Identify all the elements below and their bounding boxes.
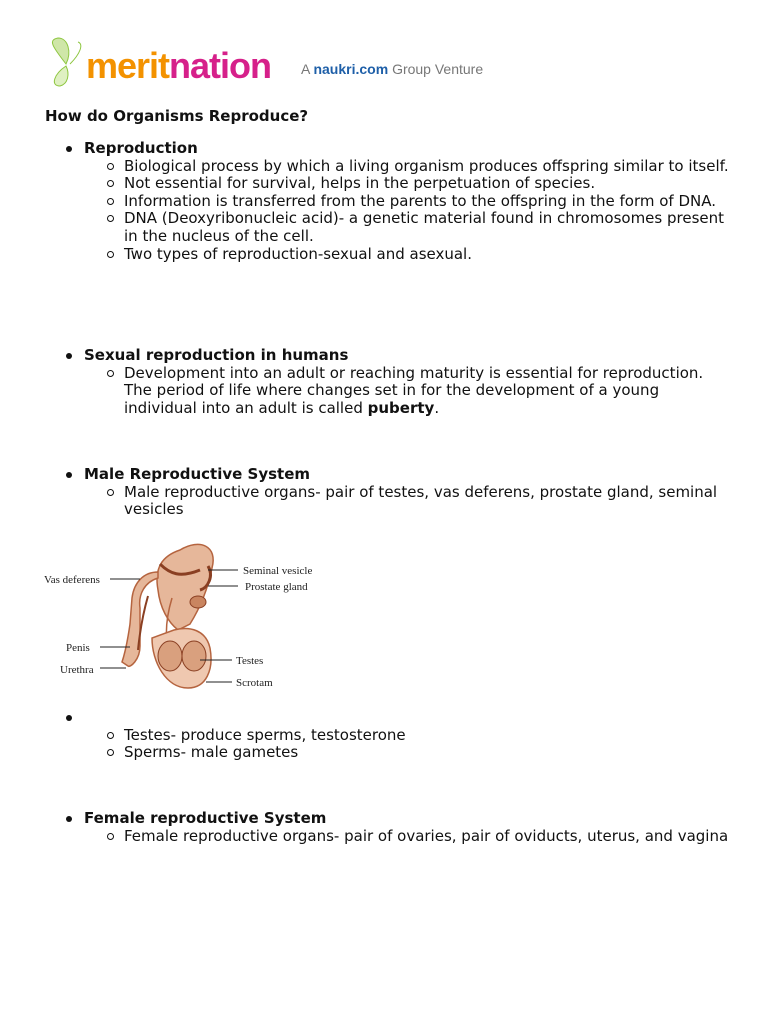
male-reproductive-diagram [40,538,330,698]
list-item: Not essential for survival, helps in the perpetuation of species. [124,175,734,193]
label-prostate-gland: Prostate gland [245,581,308,593]
section-heading [64,709,734,727]
puberty-term: puberty [367,398,435,417]
butterfly-icon [46,34,86,94]
section-sexual-reproduction [64,347,734,417]
bullet-icon [66,816,72,822]
label-vas-deferens: Vas deferens [44,574,100,586]
circle-bullet-icon [107,489,114,496]
list-item: Two types of reproduction-sexual and asexual. [124,246,734,264]
meritnation-logo [46,34,506,94]
bullet-icon [66,146,72,152]
label-seminal-vesicle: Seminal vesicle [243,565,313,577]
bullet-icon [66,353,72,359]
list-item: Female reproductive organs- pair of ovaries, pair of oviducts, uterus, and vagina [124,828,734,846]
list-item: Development into an adult or reaching maturity is essential for reproduction. The period of life where changes set in for the development of a young individual into an adult is called puberty. [124,365,734,418]
section-heading: Reproduction [64,140,734,158]
section-heading: Female reproductive System [64,810,734,828]
list-item: Testes- produce sperms, testosterone [124,727,734,745]
circle-bullet-icon [107,749,114,756]
list-item: Biological process by which a living organism produces offspring similar to itself. [124,158,734,176]
logo-wordmark: meritnation [86,45,272,86]
sub-list [64,158,734,264]
bullet-icon [66,715,72,721]
diagram-illustration [40,538,330,698]
circle-bullet-icon [107,198,114,205]
label-penis: Penis [66,642,90,654]
circle-bullet-icon [107,833,114,840]
list-item: Information is transferred from the parents to the offspring in the form of DNA. [124,193,734,211]
label-testes: Testes [236,655,264,667]
list-item: Sperms- male gametes [124,744,734,762]
circle-bullet-icon [107,180,114,187]
sub-list [64,828,734,846]
circle-bullet-icon [107,163,114,170]
logo-tagline: A naukri.com Group Venture [301,61,484,77]
sub-list [64,727,734,762]
circle-bullet-icon [107,732,114,739]
label-scrotum: Scrotam [236,677,273,689]
list-item: Male reproductive organs- pair of testes, vas deferens, prostate gland, seminal vesicles [124,484,734,519]
section-reproduction [64,140,734,263]
sub-list [64,484,734,519]
circle-bullet-icon [107,370,114,377]
sub-list [64,365,734,418]
section-heading: Sexual reproduction in humans [64,347,734,365]
anatomy-drawing [122,544,213,688]
circle-bullet-icon [107,215,114,222]
page-title: How do Organisms Reproduce? [45,107,309,125]
circle-bullet-icon [107,251,114,258]
label-urethra: Urethra [60,664,94,676]
section-male-reproductive [64,466,734,519]
bullet-icon [66,472,72,478]
section-female-reproductive [64,810,734,845]
section-male-details [64,709,734,762]
list-item: DNA (Deoxyribonucleic acid)- a genetic material found in chromosomes present in the nucleus of the cell. [124,210,734,245]
naukri-logo: naukri.com [313,61,389,77]
section-heading: Male Reproductive System [64,466,734,484]
